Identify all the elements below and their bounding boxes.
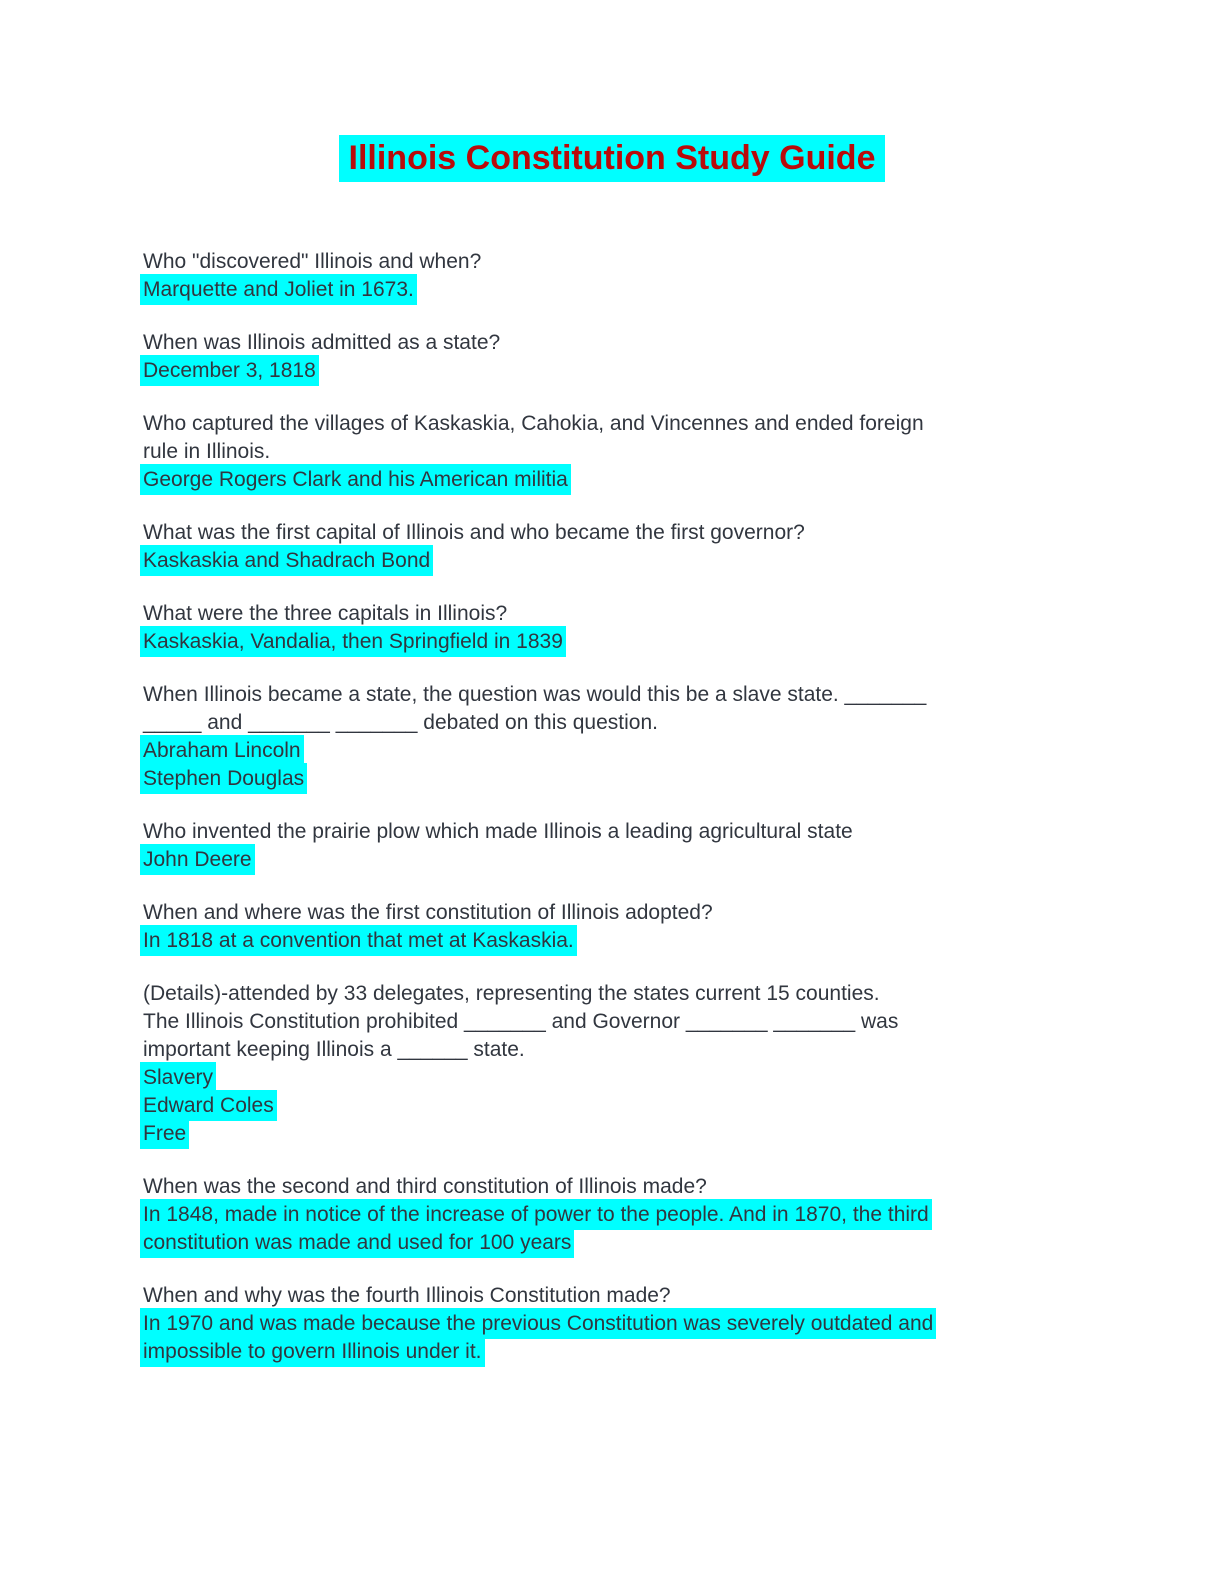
qa-block (143, 980, 1124, 1148)
answer-highlight: Slavery (140, 1062, 216, 1093)
answer-line (143, 1229, 1124, 1257)
qa-block (143, 1282, 1124, 1366)
question-line: Who captured the villages of Kaskaskia, Cahokia, and Vincennes and ended foreign (143, 412, 924, 435)
answer-highlight: impossible to govern Illinois under it. (140, 1336, 485, 1367)
qa-block (143, 519, 1124, 575)
answer-highlight: Stephen Douglas (140, 763, 307, 794)
qa-block (143, 600, 1124, 656)
page-title-text: Illinois Constitution Study Guide (339, 135, 886, 182)
question-line: rule in Illinois. (143, 440, 271, 463)
answer-highlight: George Rogers Clark and his American militia (140, 464, 571, 495)
question-line: Who "discovered" Illinois and when? (143, 250, 482, 273)
answer-highlight: Abraham Lincoln (140, 735, 304, 766)
answer-line (143, 466, 1124, 494)
question-line: When was Illinois admitted as a state? (143, 331, 501, 354)
question-line: What was the first capital of Illinois and who became the first governor? (143, 521, 805, 544)
question-line: _____ and _______ _______ debated on this question. (143, 711, 658, 734)
answer-highlight: constitution was made and used for 100 years (140, 1227, 574, 1258)
answer-line (143, 1338, 1124, 1366)
answer-line (143, 628, 1124, 656)
answer-highlight: Kaskaskia and Shadrach Bond (140, 545, 433, 576)
question-line: When Illinois became a state, the question was would this be a slave state. _______ (143, 683, 927, 706)
answer-line (143, 547, 1124, 575)
answer-line (143, 1310, 1124, 1338)
qa-list (143, 248, 1124, 1366)
question-line: The Illinois Constitution prohibited _______ and Governor _______ _______ was (143, 1010, 899, 1033)
answer-highlight: John Deere (140, 844, 255, 875)
question-line: Who invented the prairie plow which made Illinois a leading agricultural state (143, 820, 853, 843)
qa-block (143, 248, 1124, 304)
answer-highlight: Marquette and Joliet in 1673. (140, 274, 417, 305)
qa-block (143, 329, 1124, 385)
answer-highlight: Kaskaskia, Vandalia, then Springfield in 1839 (140, 626, 566, 657)
answer-line (143, 846, 1124, 874)
answer-line (143, 276, 1124, 304)
answer-line (143, 1064, 1124, 1092)
answer-line (143, 1201, 1124, 1229)
answer-line (143, 765, 1124, 793)
answer-line (143, 927, 1124, 955)
qa-block (143, 899, 1124, 955)
answer-highlight: In 1818 at a convention that met at Kaskaskia. (140, 925, 577, 956)
answer-highlight: Free (140, 1118, 189, 1149)
qa-block (143, 681, 1124, 793)
answer-line (143, 1120, 1124, 1148)
qa-block (143, 1173, 1124, 1257)
page-title (0, 0, 1224, 175)
answer-highlight: December 3, 1818 (140, 355, 319, 386)
question-line: What were the three capitals in Illinois? (143, 602, 508, 625)
qa-block (143, 410, 1124, 494)
question-line: important keeping Illinois a ______ state. (143, 1038, 525, 1061)
answer-highlight: In 1970 and was made because the previous Constitution was severely outdated and (140, 1308, 936, 1339)
qa-block (143, 818, 1124, 874)
answer-line (143, 737, 1124, 765)
answer-highlight: In 1848, made in notice of the increase of power to the people. And in 1870, the third (140, 1199, 932, 1230)
question-line: (Details)-attended by 33 delegates, representing the states current 15 counties. (143, 982, 880, 1005)
answer-line (143, 357, 1124, 385)
question-line: When and why was the fourth Illinois Constitution made? (143, 1284, 671, 1307)
question-line: When and where was the first constitution of Illinois adopted? (143, 901, 713, 924)
answer-line (143, 1092, 1124, 1120)
question-line: When was the second and third constitution of Illinois made? (143, 1175, 707, 1198)
answer-highlight: Edward Coles (140, 1090, 277, 1121)
